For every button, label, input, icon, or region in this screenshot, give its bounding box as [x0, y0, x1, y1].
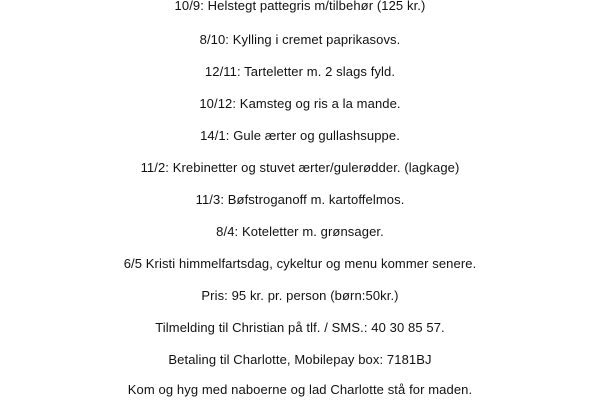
- signup-line: Tilmelding til Christian på tlf. / SMS.: 40 30 85 57.: [155, 320, 445, 335]
- menu-line-feb: 11/2: Krebinetter og stuvet ærter/gulerødder. (lagkage): [140, 160, 460, 175]
- menu-line-dec: 10/12: Kamsteg og ris a la mande.: [199, 96, 401, 111]
- invitation-line: Kom og hyg med naboerne og lad Charlotte stå for maden.: [127, 382, 473, 397]
- menu-line-apr: 8/4: Koteletter m. grønsager.: [216, 224, 384, 239]
- price-line: Pris: 95 kr. pr. person (børn:50kr.): [201, 288, 399, 303]
- menu-line-oct: 8/10: Kylling i cremet paprikasovs.: [199, 32, 401, 47]
- menu-line-mar: 11/3: Bøfstroganoff m. kartoffelmos.: [195, 192, 405, 207]
- payment-line: Betaling til Charlotte, Mobilepay box: 7181BJ: [168, 352, 432, 367]
- menu-line-jan: 14/1: Gule ærter og gullashsuppe.: [200, 128, 400, 143]
- menu-line-sep: 10/9: Helstegt pattegris m/tilbehør (125 kr.): [174, 0, 426, 13]
- menu-line-may: 6/5 Kristi himmelfartsdag, cykeltur og menu kommer senere.: [123, 256, 477, 271]
- menu-line-nov: 12/11: Tarteletter m. 2 slags fyld.: [204, 64, 396, 79]
